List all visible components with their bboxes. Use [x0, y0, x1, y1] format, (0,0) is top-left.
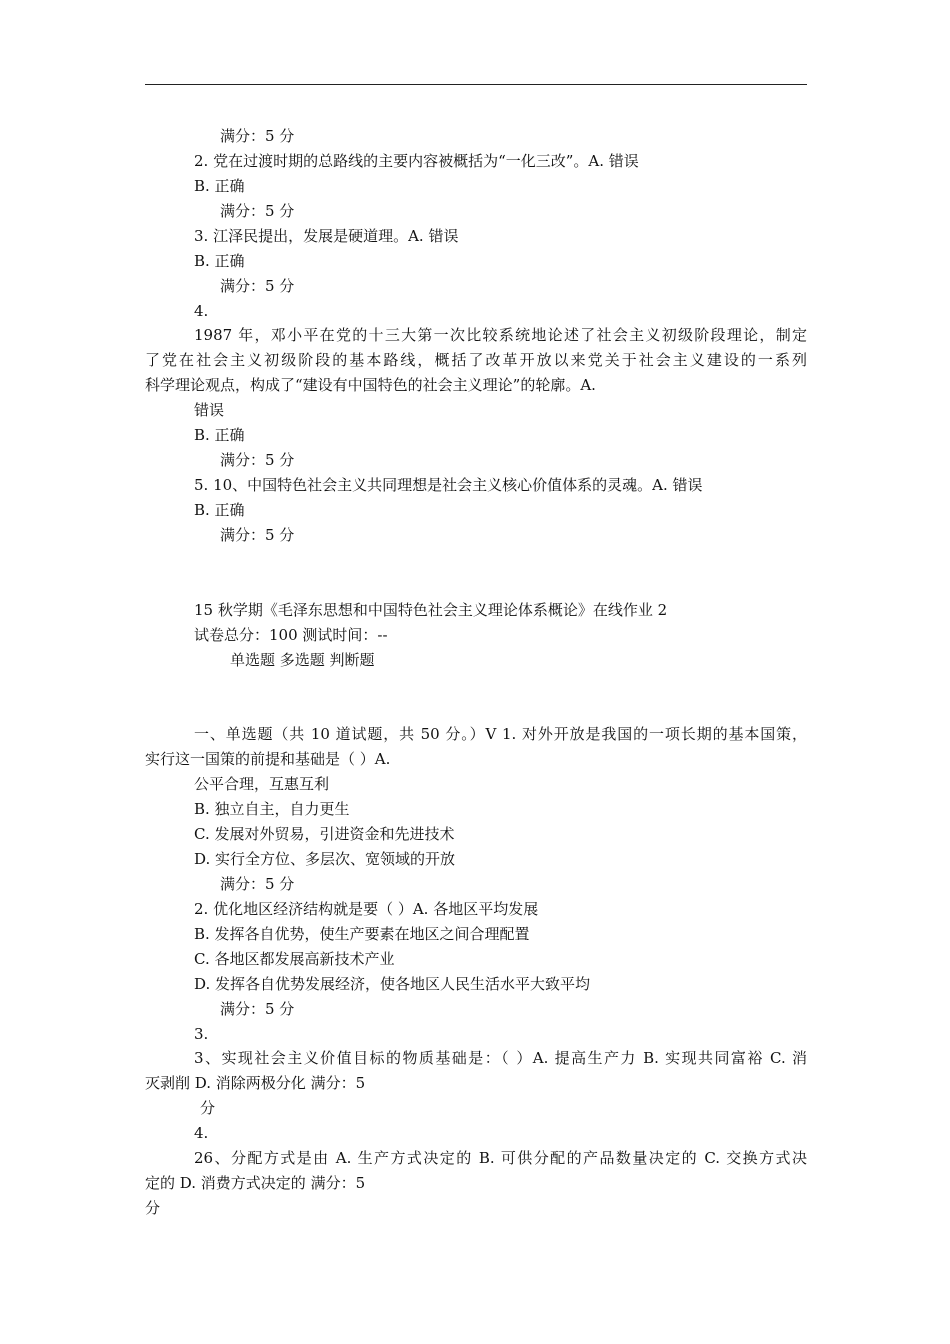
question-type-tabs: 单选题 多选题 判断题 [230, 651, 375, 669]
question-2: 2. 优化地区经济结构就是要（ ）A. 各地区平均发展 [194, 900, 539, 918]
header-rule [145, 84, 807, 85]
question-3: 3. 江泽民提出，发展是硬道理。A. 错误 [194, 227, 459, 245]
option-d: D. 实行全方位、多层次、宽领域的开放 [194, 850, 456, 868]
question-2: 2. 党在过渡时期的总路线的主要内容被概括为“一化三改”。A. 错误 [194, 152, 639, 170]
question-4-text: 1987 年，邓小平在党的十三大第一次比较系统地论述了社会主义初级阶段理论，制定 [194, 326, 807, 344]
question-4-text: 定的 D. 消费方式决定的 满分：5 [145, 1174, 366, 1192]
question-4-text: 科学理论观点，构成了“建设有中国特色的社会主义理论”的轮廓。A. [145, 376, 596, 394]
score-line: 满分：5 分 [220, 526, 295, 544]
option-d: D. 发挥各自优势发展经济，使各地区人民生活水平大致平均 [194, 975, 591, 993]
score-line: 满分：5 分 [220, 127, 295, 145]
question-3-text: 3、实现社会主义价值目标的物质基础是：（ ）A. 提高生产力 B. 实现共同富裕 C. 消 [194, 1049, 807, 1067]
option-b: B. 正确 [194, 177, 245, 195]
option-b: B. 正确 [194, 501, 245, 519]
question-5: 5. 10、中国特色社会主义共同理想是社会主义核心价值体系的灵魂。A. 错误 [194, 476, 703, 494]
option-b: B. 发挥各自优势，使生产要素在地区之间合理配置 [194, 925, 530, 943]
question-1-text: 实行这一国策的前提和基础是（ ）A. [145, 750, 391, 768]
score-line: 满分：5 分 [220, 451, 295, 469]
score-line: 满分：5 分 [220, 202, 295, 220]
assignment-title: 15 秋学期《毛泽东思想和中国特色社会主义理论体系概论》在线作业 2 [194, 601, 668, 619]
option-a: 公平合理，互惠互利 [194, 775, 330, 793]
question-3-text: 灭剥削 D. 消除两极分化 满分：5 [145, 1074, 366, 1092]
option-a: 错误 [194, 401, 225, 419]
question-3-text: 分 [200, 1099, 216, 1117]
option-b: B. 独立自主，自力更生 [194, 800, 350, 818]
option-c: C. 发展对外贸易，引进资金和先进技术 [194, 825, 455, 843]
option-c: C. 各地区都发展高新技术产业 [194, 950, 395, 968]
score-line: 满分：5 分 [220, 277, 295, 295]
question-4-text: 分 [145, 1199, 161, 1217]
score-line: 满分：5 分 [220, 875, 295, 893]
section-heading: 一、单选题（共 10 道试题，共 50 分。）V 1. 对外开放是我国的一项长期的基本国策， [194, 725, 807, 743]
question-4-text: 26、分配方式是由 A. 生产方式决定的 B. 可供分配的产品数量决定的 C. 交换方式决 [194, 1149, 807, 1167]
question-4-number: 4. [194, 302, 209, 320]
question-4-text: 了党在社会主义初级阶段的基本路线，概括了改革开放以来党关于社会主义建设的一系列 [145, 351, 807, 369]
question-4-number: 4. [194, 1124, 209, 1142]
exam-meta: 试卷总分：100 测试时间：-- [194, 626, 388, 644]
option-b: B. 正确 [194, 426, 245, 444]
score-line: 满分：5 分 [220, 1000, 295, 1018]
option-b: B. 正确 [194, 252, 245, 270]
question-3-number: 3. [194, 1025, 209, 1043]
